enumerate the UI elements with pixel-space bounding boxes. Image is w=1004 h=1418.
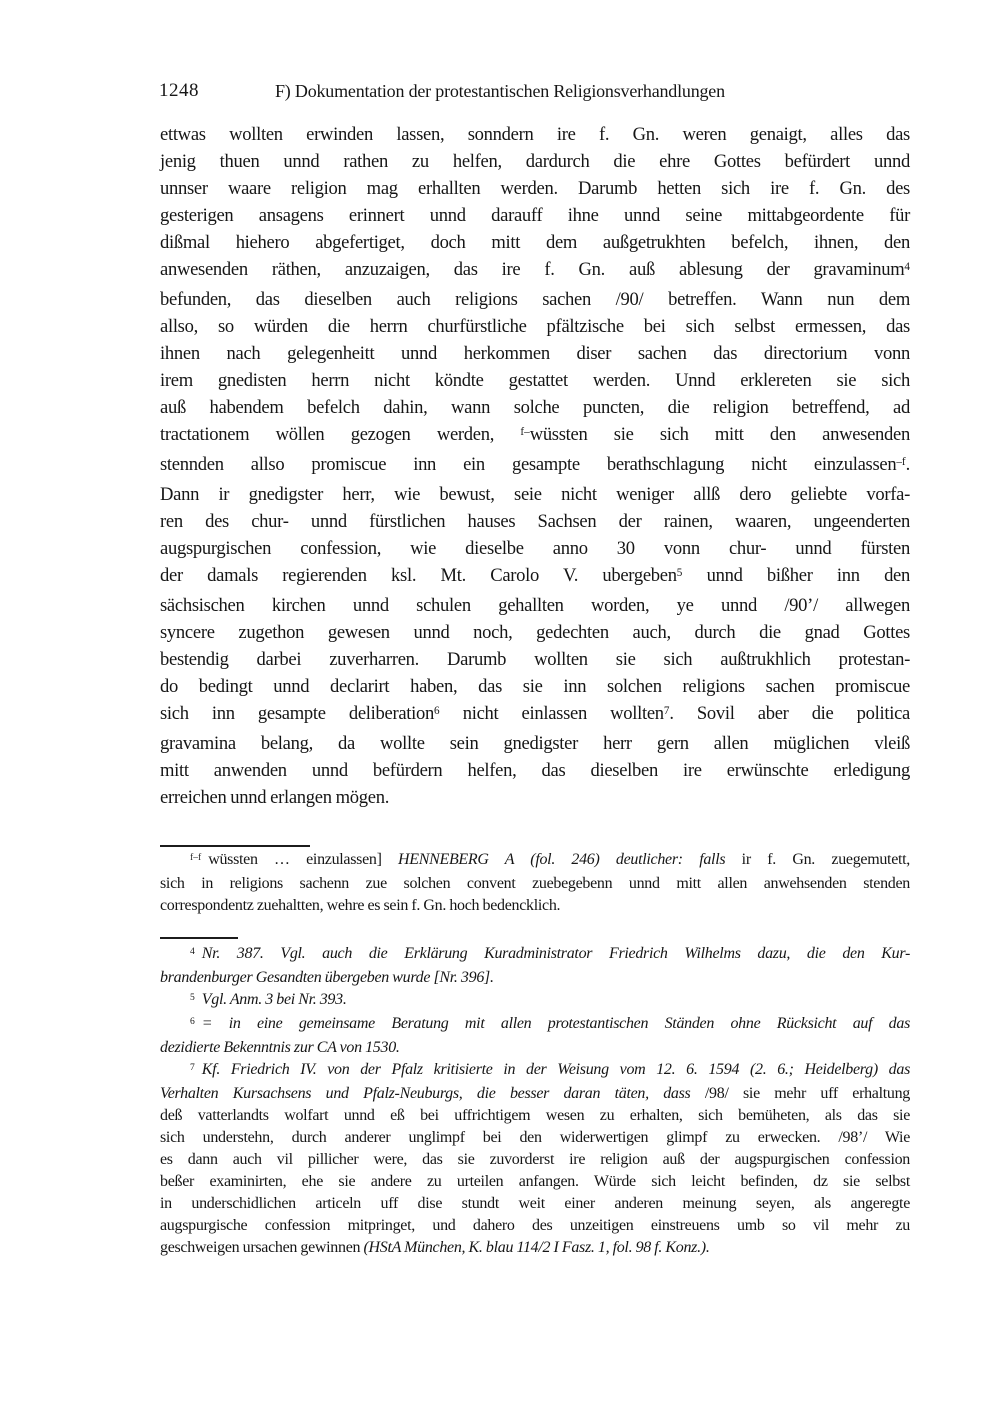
superscript-note-marker: 6 bbox=[190, 1015, 195, 1027]
text-run: syncere zugethon gewesen unnd noch, gedechten auch, durch die gnad Gottes bbox=[160, 622, 910, 643]
text-line bbox=[160, 1237, 910, 1259]
italic-run: HENNEBERG A (fol. 246) deutlicher: falls bbox=[398, 851, 726, 868]
text-run: sich in religions sachenn zue solchen convent zuebegebenn unnd mitt allen anwehsenden stenden bbox=[160, 875, 910, 892]
text-run: ettwas wollten erwinden lassen, sonndern ire f. Gn. weren genaigt, alles das bbox=[160, 124, 910, 145]
text-line bbox=[160, 673, 910, 700]
italic-run: Nr. 387. Vgl. auch die Erklärung Kuradministrator Friedrich Wilhelms dazu, die den Kur- bbox=[201, 945, 910, 962]
text-line bbox=[160, 1193, 910, 1215]
text-run: augspurgischen confession, wie dieselbe anno 30 vonn chur- unnd fürsten bbox=[160, 538, 910, 559]
superscript-note-marker: f–f bbox=[190, 851, 202, 863]
italic-run: Vgl. Anm. 3 bei Nr. 393. bbox=[201, 991, 347, 1008]
text-line bbox=[160, 508, 910, 535]
text-run: auß habendem befelch dahin, wann solche puncten, die religion betreffend, ad bbox=[160, 397, 910, 418]
text-line bbox=[160, 229, 910, 256]
apparatus-divider-rule bbox=[160, 845, 310, 847]
text-run: jenig thuen unnd rathen zu helfen, dardurch die ehre Gottes befürdert unnd bbox=[160, 151, 910, 172]
text-line bbox=[160, 1037, 910, 1059]
superscript-note-marker: 5 bbox=[676, 566, 683, 579]
italic-run: Verhalten Kursachsens und Pfalz-Neuburgs, die besser daran täten, dass bbox=[160, 1085, 691, 1102]
text-line bbox=[160, 757, 910, 784]
superscript-note-marker: 4 bbox=[904, 260, 910, 273]
text-run: sächsischen kirchen unnd schulen gehallten worden, ye unnd /90’/ allwegen bbox=[160, 595, 910, 616]
italic-run: brandenburger Gesandten übergeben wurde [Nr. 396]. bbox=[160, 969, 494, 986]
running-header bbox=[0, 80, 1004, 106]
text-run: irem gnedisten herrn nicht köndte gestattet werden. Unnd erklereten sie sich bbox=[160, 370, 910, 391]
text-line bbox=[160, 1059, 910, 1083]
text-line bbox=[160, 535, 910, 562]
text-line bbox=[160, 1127, 910, 1149]
italic-run: = in eine gemeinsame Beratung mit allen protestantischen Ständen ohne Rücksicht auf das bbox=[201, 1015, 910, 1032]
footnote-5 bbox=[160, 989, 910, 1013]
italic-run: Kf. Friedrich IV. von der Pfalz kritisierte in der Weisung vom 12. 6. 1594 (2. 6.; Heidelberg) das bbox=[201, 1061, 910, 1078]
text-line bbox=[160, 895, 910, 917]
footnote-4 bbox=[160, 943, 910, 989]
superscript-note-marker: 5 bbox=[190, 991, 195, 1003]
italic-run: dezidierte Bekenntnis zur CA von 1530. bbox=[160, 1039, 400, 1056]
text-run: geschweigen ursachen gewinnen bbox=[160, 1239, 364, 1256]
text-line bbox=[160, 592, 910, 619]
text-run: anwesenden räthen, anzuzaigen, das ire f. Gn. auß ablesung der gravaminum bbox=[160, 259, 905, 280]
text-run: Dann ir gnedigster herr, wie bewust, seie nicht weniger allß dero geliebte vorfa- bbox=[160, 484, 910, 505]
text-line bbox=[160, 1013, 910, 1037]
text-run: ren des chur- unnd fürstlichen hauses Sachsen der rainen, waaren, ungeenderten bbox=[160, 511, 910, 532]
superscript-note-marker: f– bbox=[520, 425, 530, 438]
text-run: beßer examinirten, ehe sie andere zu urteilen anfangen. Würde sich leicht befinden, dz sie selbst bbox=[160, 1173, 910, 1190]
text-line bbox=[160, 730, 910, 757]
text-run: /98/ sie mehr uff erhaltung bbox=[690, 1085, 910, 1102]
text-run: bestendig darbei zuverharren. Darumb wollten sie sich außtrukhlich protestan- bbox=[160, 649, 910, 670]
superscript-note-marker: –f bbox=[896, 455, 906, 468]
running-title: F) Dokumentation der protestantischen Religionsverhandlungen bbox=[275, 81, 725, 101]
superscript-note-marker: 7 bbox=[190, 1061, 195, 1073]
text-run: unnser waare religion mag erhallten werden. Darumb hetten sich ire f. Gn. des bbox=[160, 178, 910, 199]
text-run: sich understehn, durch anderer unglimpf bei den widerwertigen glimpf zu erwecken. /98’/ Wie bbox=[160, 1129, 910, 1146]
text-run: gesterigen ansagens erinnert unnd darauff ihne unnd seine mittabgeordente für bbox=[160, 205, 910, 226]
text-run: dißmal hiehero abgefertiget, doch mitt dem außgetrukhten befelch, ihnen, den bbox=[160, 232, 910, 253]
text-run: ir f. Gn. zuegemutett, bbox=[725, 851, 910, 868]
text-line bbox=[160, 619, 910, 646]
text-run: deß vatterlandts wolfart unnd eß bei uffrichtigem wesen zu erhalten, sich bemüheten, als das sie bbox=[160, 1107, 910, 1124]
text-line bbox=[160, 481, 910, 508]
superscript-note-marker: 4 bbox=[190, 945, 195, 957]
text-run: erreichen unnd erlangen mögen. bbox=[160, 787, 390, 808]
text-run: befunden, das dieselben auch religions sachen /90/ betreffen. Wann nun dem bbox=[160, 289, 910, 310]
text-run: allso, so würden die herrn churfürstliche pfältzische bei sich selbst ermessen, das bbox=[160, 316, 910, 337]
text-line bbox=[160, 313, 910, 340]
italic-run: (HStA München, K. blau 114/2 I Fasz. 1, fol. 98 f. Konz.). bbox=[363, 1239, 710, 1256]
text-run: mitt anwenden unnd befürdern helfen, das dieselben ire erwünschte erledigung bbox=[160, 760, 910, 781]
text-run: gravamina belang, da wollte sein gnedigster herr gern allen müglichen vleiß bbox=[160, 733, 910, 754]
text-line bbox=[160, 367, 910, 394]
text-line bbox=[160, 286, 910, 313]
text-line bbox=[160, 148, 910, 175]
footnote-7 bbox=[160, 1059, 910, 1259]
text-line bbox=[160, 562, 910, 592]
text-run: tractationem wöllen gezogen werden, bbox=[160, 424, 521, 445]
footnotes-divider-rule bbox=[160, 937, 238, 939]
text-line bbox=[160, 849, 910, 873]
main-text-block bbox=[160, 121, 910, 811]
text-line bbox=[160, 1105, 910, 1127]
text-line bbox=[160, 784, 910, 811]
text-run: correspondentz zuehaltten, wehre es sein f. Gn. hoch bedencklich. bbox=[160, 897, 561, 914]
text-line bbox=[160, 873, 910, 895]
text-run: sich inn gesampte deliberation bbox=[160, 703, 435, 724]
text-line bbox=[160, 421, 910, 451]
text-run: es dann auch vil pillicher were, das sie zuvorderst ire religion auß der augspurgischen confession bbox=[160, 1151, 910, 1168]
text-line bbox=[160, 943, 910, 967]
text-line bbox=[160, 967, 910, 989]
text-run: ihnen nach gelegenheitt unnd herkommen diser sachen das directorium vonn bbox=[160, 343, 910, 364]
text-line bbox=[160, 989, 910, 1013]
text-run: stennden allso promiscue inn ein gesampte berathschlagung nicht einzulassen bbox=[160, 454, 897, 475]
text-line bbox=[160, 175, 910, 202]
text-line bbox=[160, 646, 910, 673]
footnote-6 bbox=[160, 1013, 910, 1059]
text-run: in underschidlichen articeln uff dise stundt weit einer anderen meinung seyen, als angeregte bbox=[160, 1195, 910, 1212]
text-line bbox=[160, 1215, 910, 1237]
text-run: . Sovil aber die politica bbox=[669, 703, 910, 724]
text-line bbox=[160, 1083, 910, 1105]
page-number: 1248 bbox=[159, 80, 199, 101]
footnotes-section bbox=[160, 943, 910, 1259]
text-line bbox=[160, 394, 910, 421]
text-line bbox=[160, 700, 910, 730]
text-run: nicht einlassen wollten bbox=[439, 703, 664, 724]
critical-apparatus-block bbox=[160, 849, 910, 917]
text-run: wüssten … einzulassen] bbox=[208, 851, 398, 868]
text-run: wüssten sie sich mitt den anwesenden bbox=[529, 424, 910, 445]
text-line bbox=[160, 1149, 910, 1171]
text-line bbox=[160, 340, 910, 367]
text-run: . bbox=[905, 454, 910, 475]
text-run: unnd bißher inn den bbox=[682, 565, 911, 586]
text-run: augspurgische confession mitpringet, und dahero des unzeitigen einstreuens umb so vil mehr zu bbox=[160, 1217, 910, 1234]
superscript-note-marker: 7 bbox=[663, 704, 670, 717]
superscript-note-marker: 6 bbox=[434, 704, 440, 717]
text-run: der damals regierenden ksl. Mt. Carolo V. ubergeben bbox=[160, 565, 677, 586]
text-line bbox=[160, 1171, 910, 1193]
text-line bbox=[160, 202, 910, 229]
text-line bbox=[160, 451, 910, 481]
text-line bbox=[160, 121, 910, 148]
text-line bbox=[160, 256, 910, 286]
text-run: do bedingt unnd declarirt haben, das sie inn solchen religions sachen promiscue bbox=[160, 676, 910, 697]
